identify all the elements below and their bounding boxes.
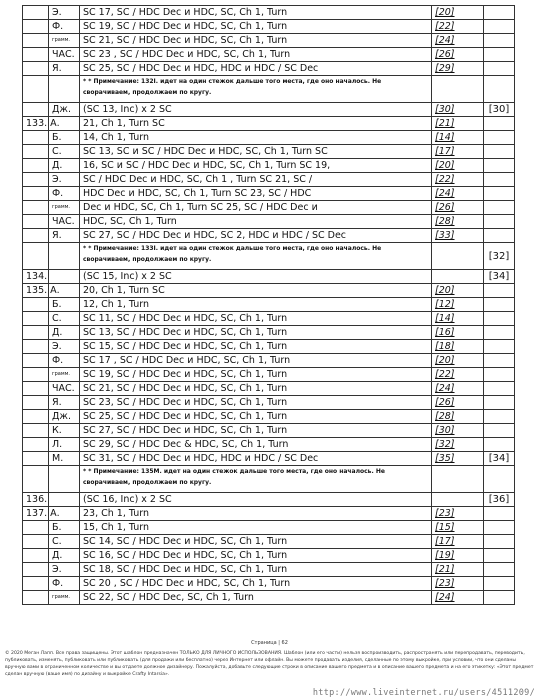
stitch-instruction: SC 31, SC / HDC Dec и HDC, HDC и HDC / SC Dec xyxy=(80,452,432,466)
step-label: Д. xyxy=(49,326,80,340)
step-label: Д. xyxy=(49,549,80,563)
round-number xyxy=(23,298,49,312)
stitch-instruction: SC 20 , SC / HDC Dec и HDC, SC, Ch 1, Turn xyxy=(80,577,432,591)
stitch-count xyxy=(432,243,484,270)
step-label xyxy=(49,243,80,270)
step-label: Дж. xyxy=(49,103,80,117)
round-number xyxy=(23,62,49,76)
stitch-count-value: [24] xyxy=(435,592,455,603)
stitch-instruction: Dec и HDC, SC, Ch 1, Turn SC 25, SC / HDC Dec и xyxy=(80,201,432,215)
pattern-row xyxy=(23,507,515,521)
pattern-note: * * Примечание: 135M. идет на один стежок дальше того места, где оно началось. Не сворачиваем, продолжаем по кругу. xyxy=(80,466,432,493)
stitch-instruction: SC 17 , SC / HDC Dec и HDC, SC, Ch 1, Turn xyxy=(80,354,432,368)
step-label xyxy=(49,76,80,103)
stitch-instruction: 12, Ch 1, Turn xyxy=(80,298,432,312)
stitch-count xyxy=(432,145,484,159)
stitch-count xyxy=(432,173,484,187)
round-number xyxy=(23,577,49,591)
round-total xyxy=(484,326,515,340)
stitch-count xyxy=(432,131,484,145)
stitch-count-value: [24] xyxy=(435,383,455,394)
stitch-count xyxy=(432,549,484,563)
stitch-count xyxy=(432,577,484,591)
stitch-instruction: 16, SC и SC / HDC Dec и HDC, SC, Ch 1, Turn SC 19, xyxy=(80,159,432,173)
stitch-instruction: SC 27, SC / HDC Dec и HDC, SC 2, HDC и HDC / SC Dec xyxy=(80,229,432,243)
stitch-count xyxy=(432,201,484,215)
stitch-instruction: SC 22, SC / HDC Dec, SC, Ch 1, Turn xyxy=(80,591,432,605)
stitch-count-value: [19] xyxy=(435,550,455,561)
round-total xyxy=(484,187,515,201)
round-number xyxy=(23,424,49,438)
pattern-row xyxy=(23,535,515,549)
step-label: Я. xyxy=(49,396,80,410)
round-number xyxy=(23,368,49,382)
stitch-count xyxy=(432,452,484,466)
pattern-row xyxy=(23,298,515,312)
pattern-row xyxy=(23,396,515,410)
round-total xyxy=(484,215,515,229)
pattern-row xyxy=(23,382,515,396)
stitch-count-value: [28] xyxy=(435,216,455,227)
round-total xyxy=(484,131,515,145)
stitch-instruction: (SC 16, Inc) x 2 SC xyxy=(80,493,432,507)
round-total xyxy=(484,62,515,76)
step-label: ЧАС. xyxy=(49,48,80,62)
step-label: К. xyxy=(49,424,80,438)
stitch-count xyxy=(432,117,484,131)
round-total: [30] xyxy=(484,103,515,117)
stitch-count xyxy=(432,270,484,284)
stitch-instruction: HDC, SC, Ch 1, Turn xyxy=(80,215,432,229)
round-total xyxy=(484,76,515,103)
stitch-count xyxy=(432,591,484,605)
stitch-count xyxy=(432,410,484,424)
pattern-row xyxy=(23,591,515,605)
round-total xyxy=(484,410,515,424)
round-total xyxy=(484,438,515,452)
round-number xyxy=(23,563,49,577)
page-number: Страница | 62 xyxy=(251,640,288,646)
round-number xyxy=(23,76,49,103)
stitch-count xyxy=(432,424,484,438)
round-total xyxy=(484,591,515,605)
stitch-count-value: [14] xyxy=(435,313,455,324)
step-label: Э. xyxy=(49,340,80,354)
round-number xyxy=(23,591,49,605)
step-label: Б. xyxy=(49,298,80,312)
stitch-count xyxy=(432,521,484,535)
round-number xyxy=(23,201,49,215)
pattern-sheet xyxy=(22,5,514,605)
stitch-count-value: [26] xyxy=(435,49,455,60)
pattern-row xyxy=(23,187,515,201)
stitch-count xyxy=(432,103,484,117)
stitch-count-value: [15] xyxy=(435,522,455,533)
round-total xyxy=(484,6,515,20)
stitch-instruction: SC 25, SC / HDC Dec и HDC, SC, Ch 1, Turn xyxy=(80,410,432,424)
round-total xyxy=(484,396,515,410)
pattern-row xyxy=(23,173,515,187)
stitch-count-value: [20] xyxy=(435,160,455,171)
stitch-instruction: SC 18, SC / HDC Dec и HDC, SC, Ch 1, Turn xyxy=(80,563,432,577)
pattern-row xyxy=(23,340,515,354)
stitch-count-value: [28] xyxy=(435,411,455,422)
pattern-row xyxy=(23,159,515,173)
watermark-url: http://www.liveinternet.ru/users/4511209/ xyxy=(312,688,535,698)
stitch-count xyxy=(432,535,484,549)
step-label: Б. xyxy=(49,521,80,535)
stitch-count-value: [24] xyxy=(435,188,455,199)
stitch-count xyxy=(432,563,484,577)
stitch-instruction: SC 27, SC / HDC Dec и HDC, SC, Ch 1, Turn xyxy=(80,424,432,438)
stitch-count-value: [20] xyxy=(435,7,455,18)
round-number: 137. А. xyxy=(23,507,49,521)
stitch-count-value: [20] xyxy=(435,355,455,366)
stitch-count-value: [12] xyxy=(435,299,455,310)
pattern-row xyxy=(23,563,515,577)
pattern-row xyxy=(23,452,515,466)
pattern-row xyxy=(23,438,515,452)
step-label: грамм. xyxy=(49,201,80,215)
round-total xyxy=(484,229,515,243)
step-label: ЧАС. xyxy=(49,215,80,229)
pattern-row xyxy=(23,312,515,326)
round-number xyxy=(23,521,49,535)
pattern-row xyxy=(23,117,515,131)
step-label: Я. xyxy=(49,229,80,243)
stitch-count-value: [20] xyxy=(435,285,455,296)
round-number xyxy=(23,34,49,48)
step-label: Ф. xyxy=(49,577,80,591)
step-label: Б. xyxy=(49,131,80,145)
pattern-note: * * Примечание: 133I. идет на один стежок дальше того места, где оно началось. Не сворачиваем, продолжаем по кругу. xyxy=(80,243,432,270)
stitch-instruction: SC 21, SC / HDC Dec и HDC, SC, Ch 1, Turn xyxy=(80,382,432,396)
stitch-count-value: [22] xyxy=(435,174,455,185)
stitch-count-value: [17] xyxy=(435,536,455,547)
stitch-count xyxy=(432,354,484,368)
round-number xyxy=(23,549,49,563)
round-number: 133. А. xyxy=(23,117,49,131)
stitch-instruction: SC / HDC Dec и HDC, SC, Ch 1 , Turn SC 21, SC / xyxy=(80,173,432,187)
pattern-row xyxy=(23,215,515,229)
stitch-count xyxy=(432,159,484,173)
pattern-table xyxy=(22,5,515,605)
stitch-count xyxy=(432,48,484,62)
stitch-instruction: 20, Ch 1, Turn SC xyxy=(80,284,432,298)
page-footer xyxy=(5,640,534,678)
stitch-count xyxy=(432,187,484,201)
stitch-count xyxy=(432,284,484,298)
stitch-instruction: SC 23, SC / HDC Dec и HDC, SC, Ch 1, Turn xyxy=(80,396,432,410)
round-total xyxy=(484,368,515,382)
pattern-row xyxy=(23,48,515,62)
round-number xyxy=(23,243,49,270)
step-label: С. xyxy=(49,312,80,326)
stitch-count-value: [22] xyxy=(435,369,455,380)
round-number xyxy=(23,382,49,396)
round-total xyxy=(484,201,515,215)
stitch-instruction: SC 25, SC / HDC Dec и HDC, HDC и HDC / SC Dec xyxy=(80,62,432,76)
round-number xyxy=(23,215,49,229)
pattern-row xyxy=(23,410,515,424)
stitch-count-value: [21] xyxy=(435,564,455,575)
stitch-instruction: SC 29, SC / HDC Dec & HDC, SC, Ch 1, Turn xyxy=(80,438,432,452)
round-number: 135. А. xyxy=(23,284,49,298)
round-total xyxy=(484,340,515,354)
stitch-instruction: 14, Ch 1, Turn xyxy=(80,131,432,145)
stitch-instruction: 15, Ch 1, Turn xyxy=(80,521,432,535)
round-number xyxy=(23,159,49,173)
round-total xyxy=(484,284,515,298)
stitch-count xyxy=(432,20,484,34)
pattern-row xyxy=(23,354,515,368)
round-number xyxy=(23,145,49,159)
round-total xyxy=(484,20,515,34)
stitch-count-value: [32] xyxy=(435,439,455,450)
round-total xyxy=(484,424,515,438)
stitch-count-value: [22] xyxy=(435,21,455,32)
stitch-instruction: SC 11, SC / HDC Dec и HDC, SC, Ch 1, Turn xyxy=(80,312,432,326)
stitch-instruction: SC 13, SC / HDC Dec и HDC, SC, Ch 1, Turn xyxy=(80,326,432,340)
stitch-count-value: [23] xyxy=(435,578,455,589)
step-label: Э. xyxy=(49,173,80,187)
round-total xyxy=(484,549,515,563)
round-total: [32] xyxy=(484,243,515,270)
pattern-row xyxy=(23,145,515,159)
pattern-row xyxy=(23,131,515,145)
round-total xyxy=(484,507,515,521)
stitch-count xyxy=(432,312,484,326)
round-total xyxy=(484,535,515,549)
pattern-note: * * Примечание: 132I. идет на один стежок дальше того места, где оно началось. Не сворачиваем, продолжаем по кругу. xyxy=(80,76,432,103)
stitch-count-value: [30] xyxy=(435,104,455,115)
round-number xyxy=(23,229,49,243)
step-label: Дж. xyxy=(49,410,80,424)
step-label xyxy=(49,466,80,493)
round-total xyxy=(484,577,515,591)
step-label: Ф. xyxy=(49,20,80,34)
pattern-row xyxy=(23,6,515,20)
step-label: грамм. xyxy=(49,591,80,605)
round-number xyxy=(23,410,49,424)
step-label: Э. xyxy=(49,563,80,577)
stitch-instruction: 23, Ch 1, Turn xyxy=(80,507,432,521)
stitch-instruction: SC 15, SC / HDC Dec и HDC, SC, Ch 1, Turn xyxy=(80,340,432,354)
round-total xyxy=(484,159,515,173)
round-number xyxy=(23,396,49,410)
stitch-count xyxy=(432,466,484,493)
stitch-count-value: [26] xyxy=(435,397,455,408)
round-number xyxy=(23,466,49,493)
stitch-count-value: [24] xyxy=(435,35,455,46)
round-total: [36] xyxy=(484,493,515,507)
pattern-row xyxy=(23,20,515,34)
round-total xyxy=(484,563,515,577)
note-row xyxy=(23,76,515,103)
round-number xyxy=(23,6,49,20)
stitch-count-value: [35] xyxy=(435,453,455,464)
stitch-instruction: SC 13, SC и SC / HDC Dec и HDC, SC, Ch 1, Turn SC xyxy=(80,145,432,159)
stitch-count-value: [21] xyxy=(435,118,455,129)
step-label: С. xyxy=(49,535,80,549)
round-number xyxy=(23,131,49,145)
round-total xyxy=(484,48,515,62)
step-label: Л. xyxy=(49,438,80,452)
stitch-count xyxy=(432,493,484,507)
stitch-count xyxy=(432,382,484,396)
stitch-count xyxy=(432,340,484,354)
round-total xyxy=(484,382,515,396)
stitch-instruction: SC 17, SC / HDC Dec и HDC, SC, Ch 1, Turn xyxy=(80,6,432,20)
stitch-count xyxy=(432,229,484,243)
pattern-row xyxy=(23,326,515,340)
stitch-instruction: SC 16, SC / HDC Dec и HDC, SC, Ch 1, Turn xyxy=(80,549,432,563)
stitch-count-value: [17] xyxy=(435,146,455,157)
stitch-instruction: SC 19, SC / HDC Dec и HDC, SC, Ch 1, Turn xyxy=(80,20,432,34)
stitch-count xyxy=(432,368,484,382)
round-total: [34] xyxy=(484,270,515,284)
stitch-instruction: SC 23 , SC / HDC Dec и HDC, SC, Ch 1, Turn xyxy=(80,48,432,62)
stitch-count xyxy=(432,215,484,229)
stitch-count-value: [23] xyxy=(435,508,455,519)
round-number xyxy=(23,452,49,466)
step-label: Д. xyxy=(49,159,80,173)
step-label: Я. xyxy=(49,62,80,76)
stitch-instruction: (SC 15, Inc) x 2 SC xyxy=(80,270,432,284)
step-label: Э. xyxy=(49,6,80,20)
pattern-row xyxy=(23,34,515,48)
pattern-row xyxy=(23,493,515,507)
step-label xyxy=(49,493,80,507)
stitch-count xyxy=(432,438,484,452)
stitch-count-value: [30] xyxy=(435,425,455,436)
round-number xyxy=(23,340,49,354)
round-total xyxy=(484,117,515,131)
round-number xyxy=(23,103,49,117)
stitch-count-value: [29] xyxy=(435,63,455,74)
stitch-count xyxy=(432,298,484,312)
round-number xyxy=(23,173,49,187)
stitch-count xyxy=(432,6,484,20)
stitch-instruction: SC 19, SC / HDC Dec и HDC, SC, Ch 1, Turn xyxy=(80,368,432,382)
pattern-row xyxy=(23,62,515,76)
round-total xyxy=(484,466,515,493)
step-label: грамм. xyxy=(49,34,80,48)
round-number xyxy=(23,354,49,368)
stitch-count-value: [16] xyxy=(435,327,455,338)
round-number xyxy=(23,438,49,452)
round-total xyxy=(484,521,515,535)
stitch-count xyxy=(432,507,484,521)
round-number: 136. xyxy=(23,493,49,507)
pattern-row xyxy=(23,549,515,563)
pattern-row xyxy=(23,577,515,591)
pattern-row xyxy=(23,229,515,243)
step-label: С. xyxy=(49,145,80,159)
step-label: ЧАС. xyxy=(49,382,80,396)
stitch-count-value: [18] xyxy=(435,341,455,352)
round-total xyxy=(484,354,515,368)
stitch-count-value: [33] xyxy=(435,230,455,241)
round-total xyxy=(484,145,515,159)
pattern-row xyxy=(23,270,515,284)
round-number xyxy=(23,48,49,62)
step-label: Ф. xyxy=(49,354,80,368)
stitch-count xyxy=(432,76,484,103)
stitch-instruction: 21, Ch 1, Turn SC xyxy=(80,117,432,131)
step-label: грамм. xyxy=(49,368,80,382)
round-number xyxy=(23,312,49,326)
step-label: М. xyxy=(49,452,80,466)
round-number xyxy=(23,187,49,201)
pattern-row xyxy=(23,201,515,215)
round-number: 134. xyxy=(23,270,49,284)
stitch-instruction: (SC 13, Inc) x 2 SC xyxy=(80,103,432,117)
round-total xyxy=(484,173,515,187)
stitch-instruction: SC 21, SC / HDC Dec и HDC, SC, Ch 1, Turn xyxy=(80,34,432,48)
stitch-count-value: [14] xyxy=(435,132,455,143)
stitch-instruction: SC 14, SC / HDC Dec и HDC, SC, Ch 1, Turn xyxy=(80,535,432,549)
stitch-count xyxy=(432,34,484,48)
round-number xyxy=(23,535,49,549)
pattern-row xyxy=(23,521,515,535)
copyright-notice: © 2020 Меган Лапп. Все права защищены. Этот шаблон предназначен ТОЛЬКО ДЛЯ ЛИЧНОГО ИСПОЛЬЗОВАНИЯ. Шаблон (или его части) нельзя воспроизводить, распространять или перепродавать, переводить, публиковать, изменять, публиковать или публиковать (для продажи или бесплатно) через Интернет или офлайн. Вы можете продавать изделия, сделанные по этому выкройке, при условии, что они сделаны вручную вами в ограниченном количестве и вы отдаете должное дизайнеру. Пожалуйста, добавьте следующие строки в описание вашего предмета и в описание вашего предмета и на его этикетку: «Этот предмет сделан вручную (ваше имя) по дизайну и выкройке Crafty Intarsia». xyxy=(5,651,534,677)
step-label xyxy=(49,270,80,284)
stitch-count xyxy=(432,62,484,76)
pattern-row xyxy=(23,284,515,298)
round-total xyxy=(484,298,515,312)
pattern-row xyxy=(23,103,515,117)
round-number xyxy=(23,326,49,340)
round-total: [34] xyxy=(484,452,515,466)
pattern-row xyxy=(23,368,515,382)
stitch-count xyxy=(432,396,484,410)
round-total xyxy=(484,34,515,48)
step-label: Ф. xyxy=(49,187,80,201)
stitch-count xyxy=(432,326,484,340)
stitch-count-value: [26] xyxy=(435,202,455,213)
pattern-row xyxy=(23,424,515,438)
round-total xyxy=(484,312,515,326)
stitch-instruction: HDC Dec и HDC, SC, Ch 1, Turn SC 23, SC / HDC xyxy=(80,187,432,201)
note-row xyxy=(23,243,515,270)
round-number xyxy=(23,20,49,34)
note-row xyxy=(23,466,515,493)
